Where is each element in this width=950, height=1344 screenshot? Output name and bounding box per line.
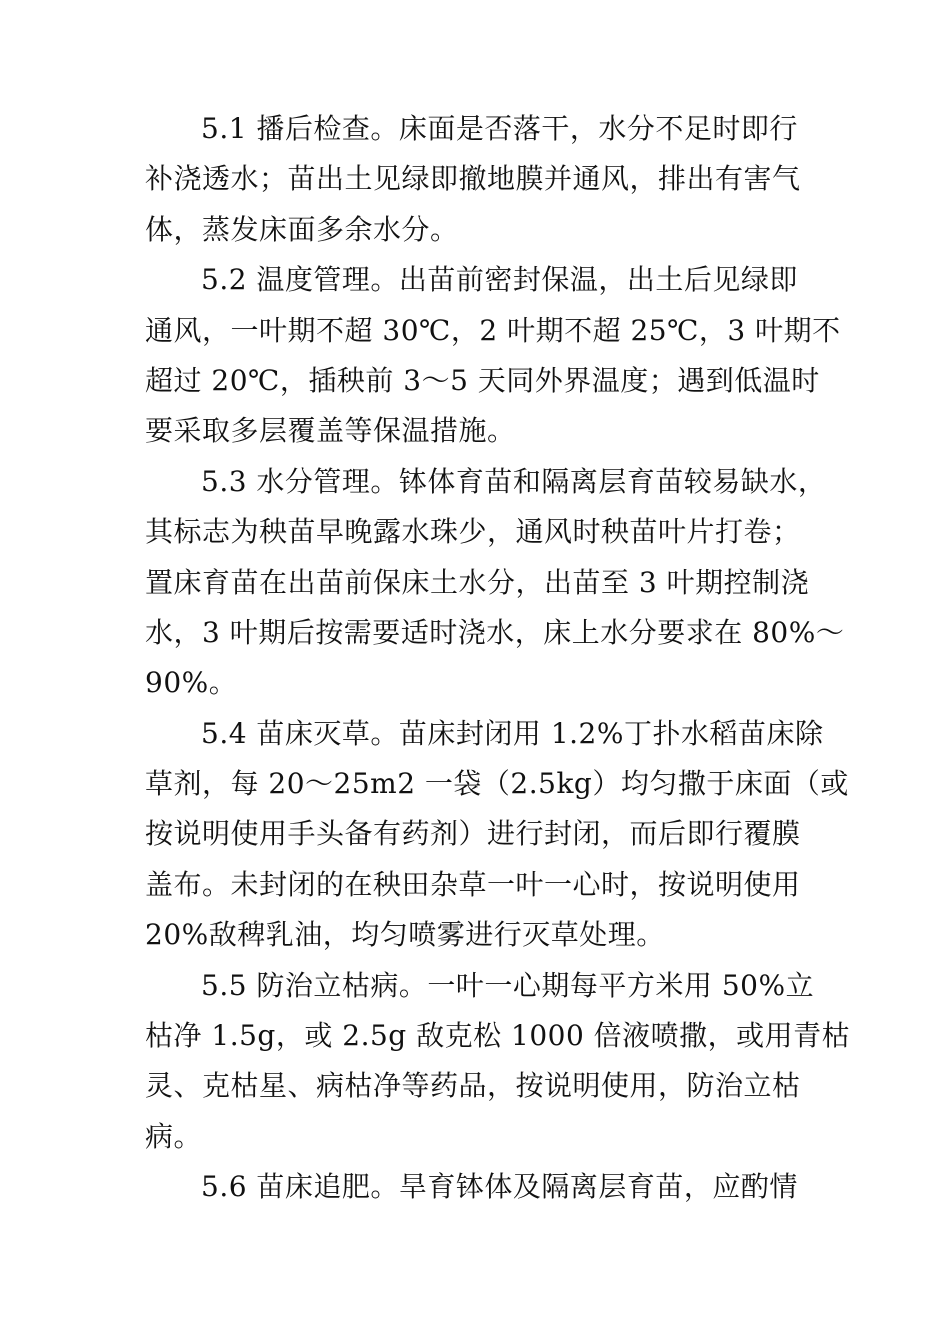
text-line: 20%敌稗乳油，均匀喷雾进行灭草处理。 <box>145 918 665 952</box>
text-line: 5.4 苗床灭草。苗床封闭用 1.2%丁扑水稻苗床除 <box>201 716 824 750</box>
paragraph-5-1 <box>145 104 805 255</box>
text-line: 置床育苗在出苗前保床土水分，出苗至 3 叶期控制浇 <box>145 565 810 599</box>
text-line: 草剂，每 20～25m2 一袋（2.5kg）均匀撒于床面（或 <box>145 767 849 801</box>
paragraph-5-6 <box>145 1162 805 1212</box>
text-line: 枯净 1.5g，或 2.5g 敌克松 1000 倍液喷撒，或用青枯 <box>145 1019 851 1053</box>
text-line: 5.3 水分管理。钵体育苗和隔离层育苗较易缺水， <box>201 464 827 498</box>
text-line: 体，蒸发床面多余水分。 <box>145 212 459 246</box>
text-line: 灵、克枯星、病枯净等药品，按说明使用，防治立枯 <box>145 1069 801 1103</box>
paragraph-5-5 <box>145 961 851 1163</box>
text-line: 5.5 防治立枯病。一叶一心期每平方米用 50%立 <box>201 968 815 1002</box>
text-line: 5.1 播后检查。床面是否落干，水分不足时即行 <box>201 112 798 145</box>
text-line: 补浇透水；苗出土见绿即撤地膜并通风，排出有害气 <box>145 162 801 196</box>
text-line: 盖布。未封闭的在秧田杂草一叶一心时，按说明使用 <box>145 867 801 901</box>
text-line: 按说明使用手头备有药剂）进行封闭，而后即行覆膜 <box>145 817 801 851</box>
document-body <box>145 104 851 1213</box>
text-line: 其标志为秧苗早晚露水珠少，通风时秧苗叶片打卷； <box>145 515 801 549</box>
text-line: 要采取多层覆盖等保温措施。 <box>145 414 516 448</box>
text-line: 病。 <box>145 1119 203 1153</box>
paragraph-5-4 <box>145 709 849 961</box>
paragraph-5-2 <box>145 255 841 457</box>
text-line: 超过 20℃，插秧前 3～5 天同外界温度；遇到低温时 <box>145 363 820 397</box>
text-line: 5.6 苗床追肥。旱育钵体及隔离层育苗，应酌情 <box>201 1170 798 1204</box>
paragraph-5-3 <box>145 457 845 709</box>
text-line: 通风，一叶期不超 30℃，2 叶期不超 25℃，3 叶期不 <box>145 313 841 347</box>
text-line: 5.2 温度管理。出苗前密封保温，出土后见绿即 <box>201 263 798 297</box>
text-line: 水，3 叶期后按需要适时浇水，床上水分要求在 80%～ <box>145 615 845 649</box>
text-line: 90%。 <box>145 666 238 700</box>
